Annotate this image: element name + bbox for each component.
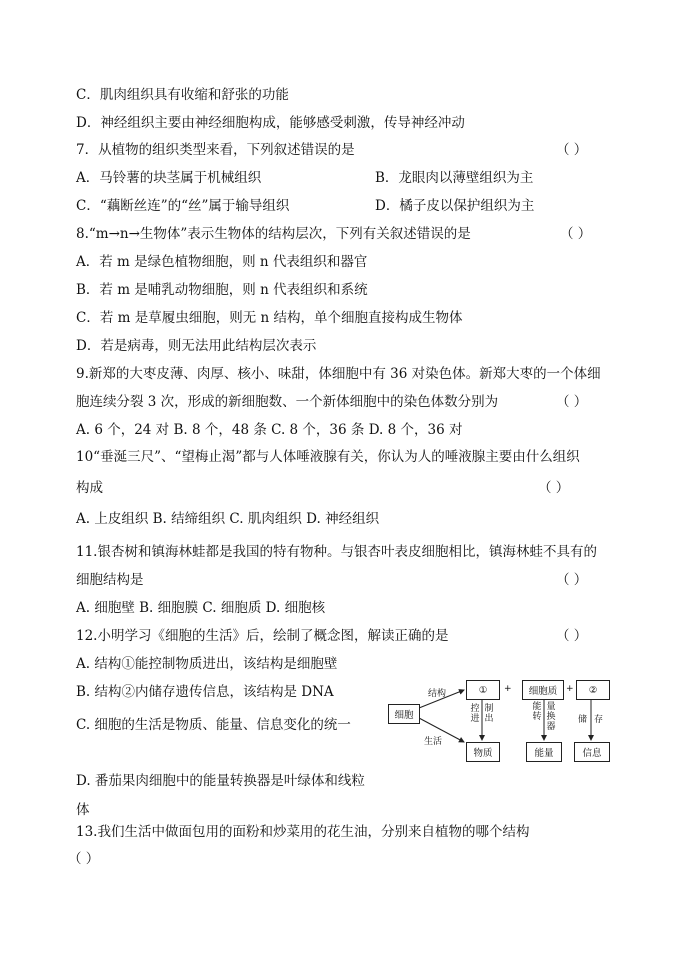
energy-box: 能量 [526,742,562,762]
question-12: 12.小明学习《细胞的生活》后，绘制了概念图，解读正确的是 [76,628,449,644]
question-11: 11.银杏树和镇海林蛙都是我国的特有物种。与银杏叶表皮细胞相比，镇海林蛙不具有的 [76,544,597,560]
question-13: 13.我们生活中做面包用的面粉和炒菜用的花生油，分别来自植物的哪个结构 [76,824,530,840]
life-label: 生活 [424,737,443,747]
question-11-cont: 细胞结构是 [76,572,144,588]
answer-paren: （ ） [556,142,588,158]
structure-label: 结构 [428,689,447,699]
answer-paren: （ ） [556,572,588,588]
info-box: 信息 [574,742,610,762]
option-line: D．若是病毒，则无法用此结构层次表示 [76,338,317,354]
structure-2-box: ② [576,680,610,700]
cytoplasm-box: 细胞质 [522,680,564,700]
option-line: A. 6 个，24 对 B. 8 个，48 条 C. 8 个，36 条 D. 8 个，36 对 [76,422,463,438]
store-label: 储 [578,715,588,725]
option-line: D．神经组织主要由神经细胞构成，能够感受刺激，传导神经冲动 [76,115,465,131]
question-7: 7．从植物的组织类型来看，下列叙述错误的是 [76,142,355,158]
option-line: D．橘子皮以保护组织为主 [375,198,535,214]
option-line: B. 结构②内储存遗传信息，该结构是 DNA [76,684,334,700]
answer-paren: （ ） [556,394,588,410]
structure-1-box: ① [466,680,500,700]
answer-paren: （ ） [560,226,592,242]
question-10: 10“垂涎三尺”、“望梅止渴”都与人体唾液腺有关，你认为人的唾液腺主要由什么组织 [76,449,580,465]
energy-converter-label: 量换器 [546,702,556,732]
option-line: A. 上皮组织 B. 结缔组织 C. 肌肉组织 D. 神经组织 [76,511,380,527]
option-text: D. 番茄果肉细胞中的能量转换器是叶绿体和线粒体 [76,773,365,818]
option-text: C. 细胞的生活是物质、能量、信息变化的统一 [76,717,351,733]
store-label: 存 [594,715,604,725]
option-line: A. 细胞壁 B. 细胞膜 C. 细胞质 D. 细胞核 [76,600,326,616]
option-line: A．若 m 是绿色植物细胞，则 n 代表组织和器官 [76,254,368,270]
answer-paren: （ ） [538,480,570,496]
option-line: A. 结构①能控制物质进出，该结构是细胞壁 [76,656,338,672]
plus-sign: + [504,684,512,694]
option-line: C．“藕断丝连”的“丝”属于输导组织 [76,198,290,214]
question-8: 8.“m→n→生物体”表示生物体的结构层次，下列有关叙述错误的是 [76,226,471,242]
option-line [76,711,366,740]
question-9-cont: 胞连续分裂 3 次，形成的新细胞数、一个新体细胞中的染色体数分别为 [76,394,499,410]
option-line: B．若 m 是哺乳动物细胞，则 n 代表组织和系统 [76,282,368,298]
option-line: C．若 m 是草履虫细胞，则无 n 结构，单个细胞直接构成生物体 [76,310,463,326]
option-line: A．马铃薯的块茎属于机械组织 [76,170,262,186]
question-9: 9.新郑的大枣皮薄、肉厚、核小、味甜，体细胞中有 36 对染色体。新郑大枣的一个体细 [76,366,601,382]
cell-box: 细胞 [388,704,420,724]
plus-sign: + [566,684,574,694]
answer-paren: （ ） [556,628,588,644]
option-line: B．龙眼肉以薄壁组织为主 [375,170,534,186]
matter-box: 物质 [466,742,500,762]
answer-paren: （ ） [68,851,100,867]
question-10-cont: 构成 [76,480,103,496]
control-label: 制出 [484,704,494,724]
concept-diagram [384,676,624,772]
control-label: 控进 [470,704,480,724]
option-line: C．肌肉组织具有收缩和舒张的功能 [76,87,289,103]
energy-converter-label: 能转 [532,702,542,722]
option-line [76,767,366,825]
